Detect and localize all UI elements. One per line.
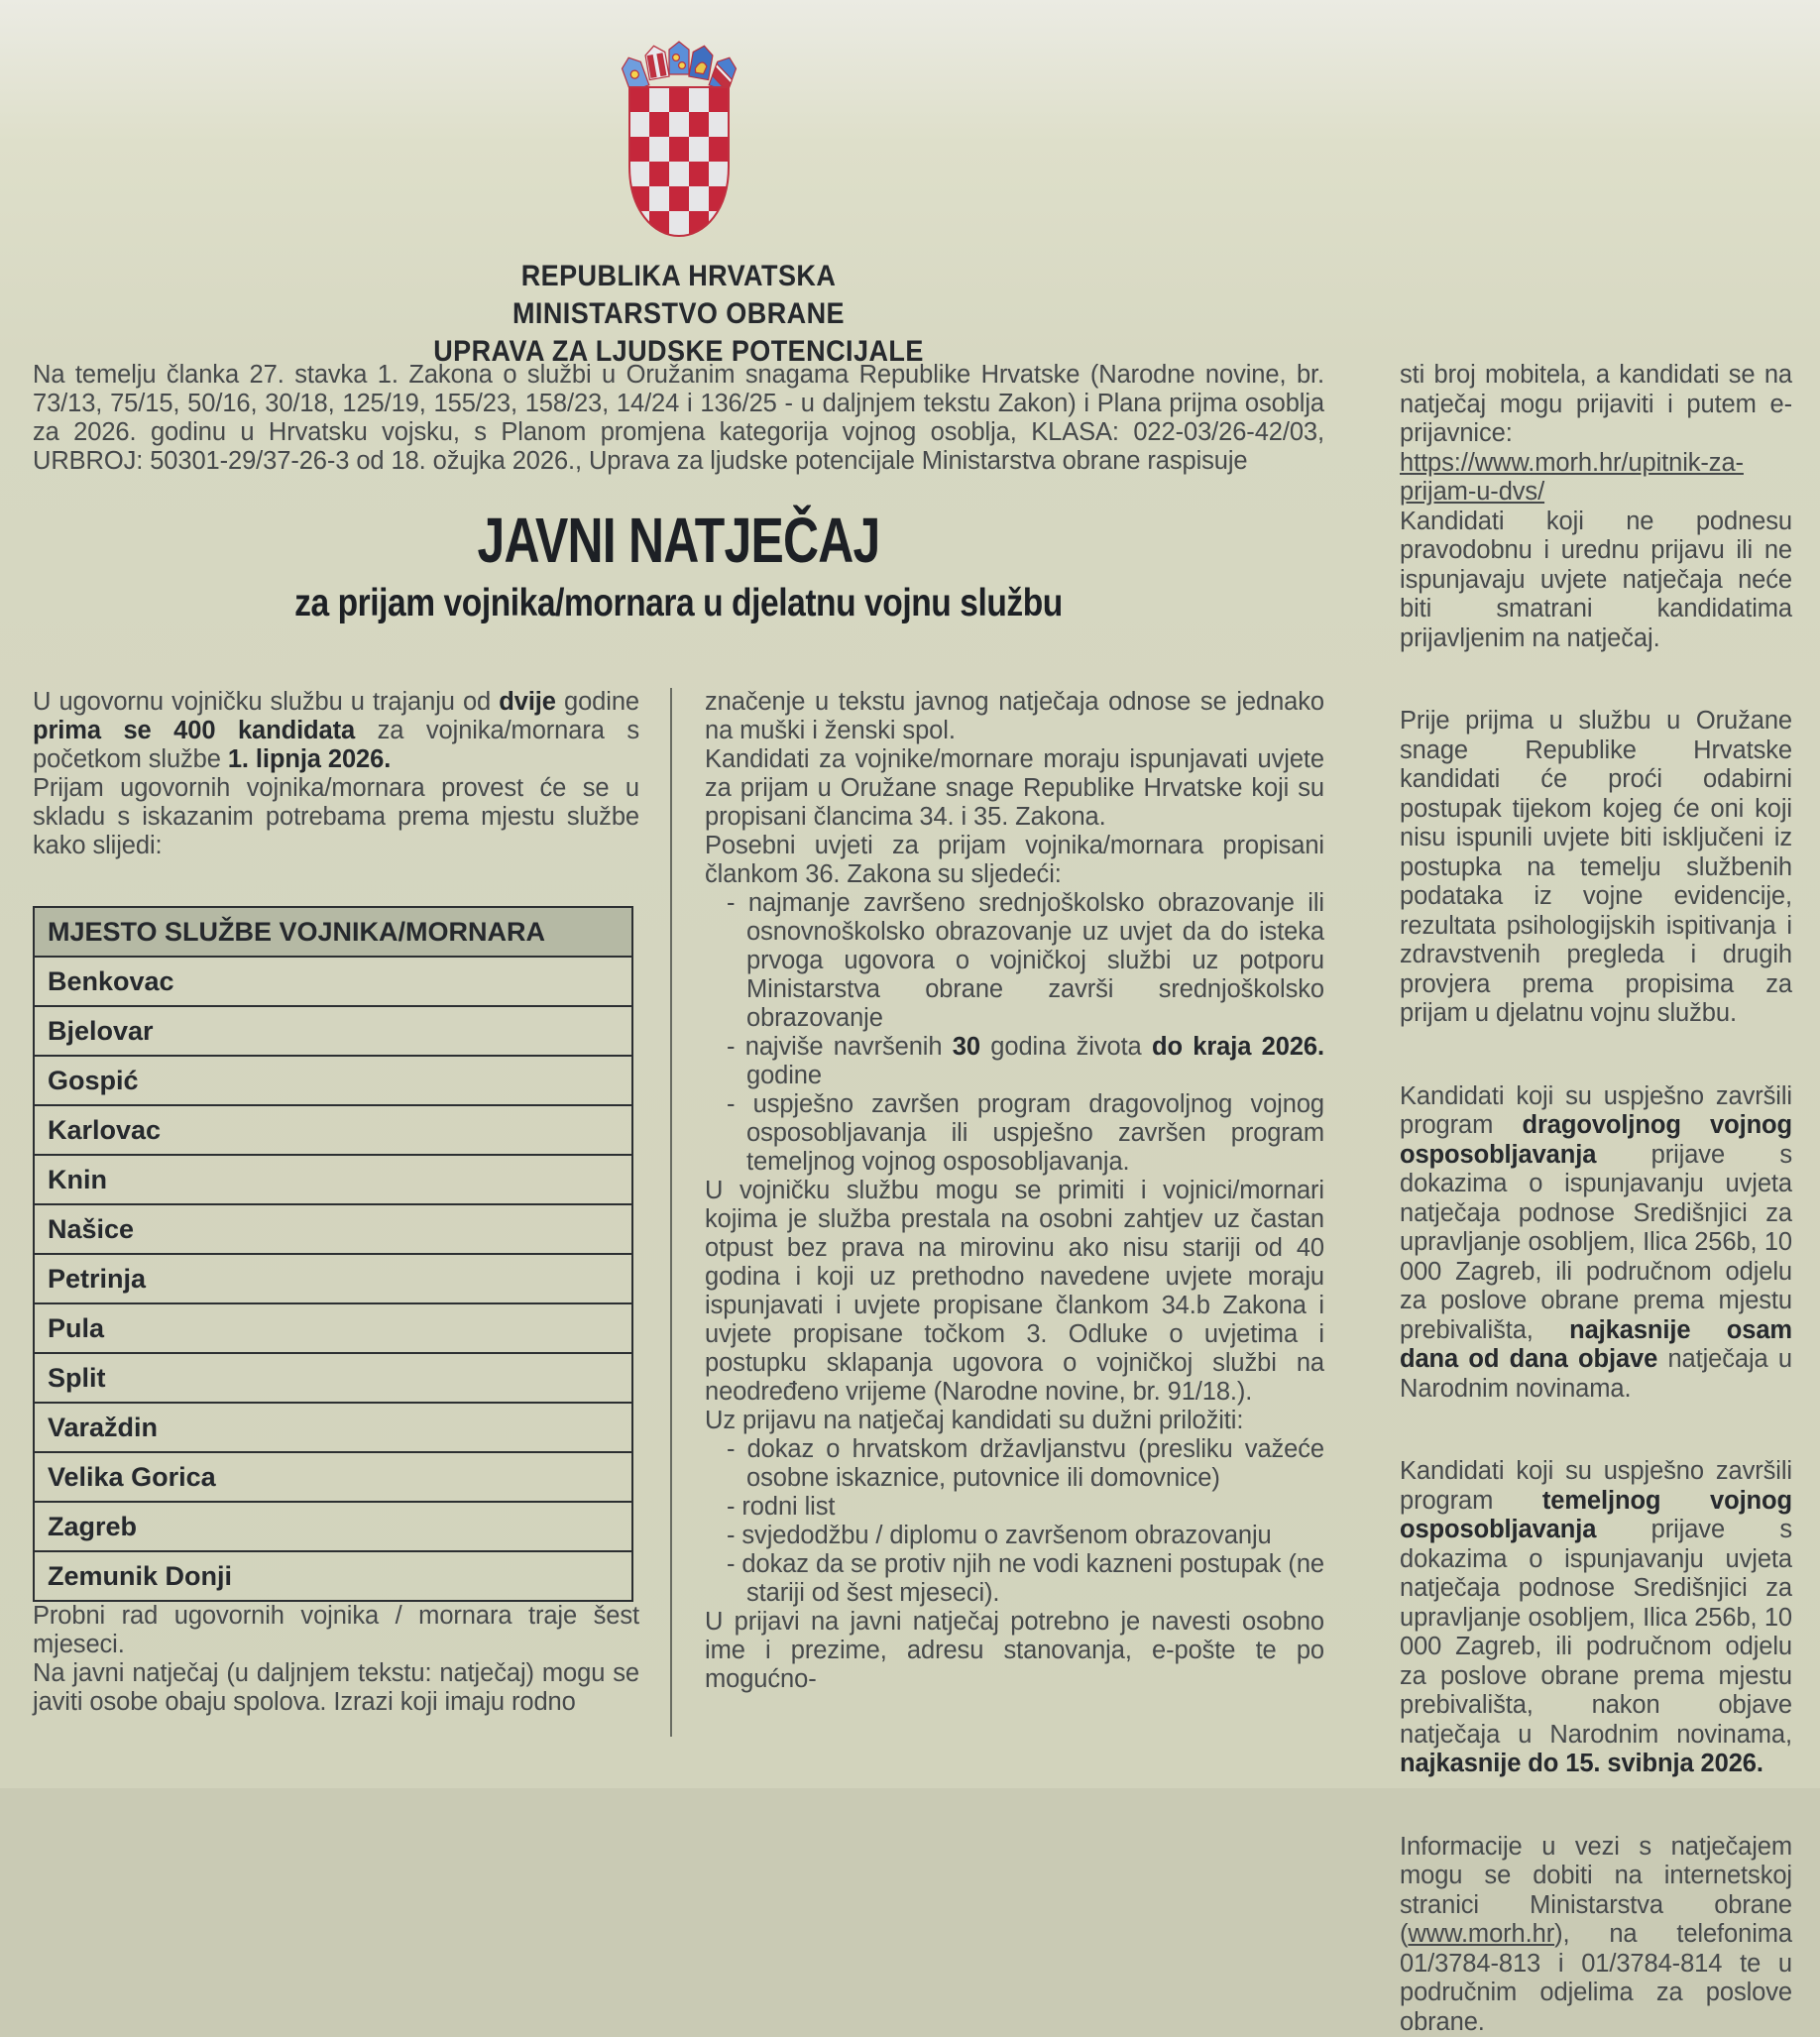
middle-column <box>705 688 1324 1694</box>
document-item: - dokaz da se protiv njih ne vodi kazneni postupak (ne stariji od šest mjeseci). <box>705 1550 1324 1608</box>
title-block <box>33 508 1324 625</box>
croatia-coat-of-arms-icon <box>622 52 737 242</box>
probation-paragraph: Probni rad ugovornih vojnika / mornara traje šest mjeseci. <box>33 1602 639 1659</box>
right-column <box>1400 361 1792 2037</box>
table-row: Gospić <box>35 1057 631 1106</box>
basic-training-paragraph: Kandidati koji su uspješno završili program temeljnog vojnog osposobljavanja prijave s dokazima o ispunjavanju uvjeta natječaja podnose Središnjici za upravljanje osobljem, Ilica 256b, 10 000 Zagreb, ili područnom odjelu za poslove obrane prema mjestu prebivališta, nakon objave natječaja u Narodnim novinama, najkasnije do 15. svibnja 2026. <box>1400 1457 1792 1779</box>
document-item: - rodni list <box>705 1493 1324 1522</box>
reentry-paragraph: U vojničku službu mogu se primiti i vojnici/mornari kojima je služba prestala na osobni zahtjev uz častan otpust bez prava na mirovinu ako nisu stariji od 40 godina i koji uz prethodno navedene uvjete moraju ispunjavati i uvjete propisane člankom 34.b Zakona i uvjete propisane točkom 3. Odluke o uvjetima i postupku sklapanja ugovora o vojničkoj službi na neodređeno vrijeme (Narodne novine, br. 91/18.). <box>705 1177 1324 1407</box>
left-column <box>33 688 639 1717</box>
service-locations-table <box>33 906 633 1602</box>
special-conditions-list <box>705 889 1324 1177</box>
gender-continuation-paragraph: značenje u tekstu javnog natječaja odnose se jednako na muški i ženski spol. <box>705 688 1324 745</box>
contact-info-paragraph: Informacije u vezi s natječajem mogu se dobiti na internetskoj stranici Ministarstva obrane (www.morh.hr), na telefonima 01/3784-813 i 01/3784-814 te u područnim odjelima za poslove obrane. <box>1400 1833 1792 2037</box>
invalid-application-paragraph: Kandidati koji ne podnesu pravodobnu i urednu prijavu ili ne ispunjavaju uvjete natječaja neće biti smatrani kandidatima prijavljenim na natječaj. <box>1400 508 1792 654</box>
table-row: Split <box>35 1354 631 1404</box>
table-row: Varaždin <box>35 1404 631 1453</box>
table-row: Zemunik Donji <box>35 1552 631 1600</box>
documents-intro: Uz prijavu na natječaj kandidati su dužni priložiti: <box>705 1407 1324 1435</box>
eapplication-paragraph: sti broj mobitela, a kandidati se na natječaj mogu prijaviti i putem e-prijavnice: https://www.morh.hr/upitnik-za-prijam-u-dvs/ <box>1400 361 1792 508</box>
intake-paragraph: U ugovornu vojničku službu u trajanju od dvije godine prima se 400 kandidata za vojnika/mornara s početkom službe 1. lipnja 2026. <box>33 688 639 774</box>
table-row: Našice <box>35 1205 631 1255</box>
page-title: JAVNI NATJEČAJ <box>174 508 1182 574</box>
intake-paragraph-2: Prijam ugovornih vojnika/mornara provest će se u skladu s iskazanim potrebama prema mjestu službe kako slijedi: <box>33 774 639 860</box>
condition-item: - uspješno završen program dragovoljnog vojnog osposobljavanja ili uspješno završen program temeljnog vojnog osposobljavanja. <box>705 1090 1324 1177</box>
table-row: Zagreb <box>35 1503 631 1552</box>
table-row: Benkovac <box>35 958 631 1007</box>
main-columns <box>33 688 1324 1737</box>
table-body <box>35 958 631 1600</box>
legal-intro-paragraph: Na temelju članka 27. stavka 1. Zakona o službi u Oružanim snagama Republike Hrvatske (Narodne novine, br. 73/13, 75/15, 50/16, 30/18, 125/19, 155/23, 158/23, 14/24 i 136/25 - u daljnjem tekstu Zakon) i Plana prijma osoblja za 2026. godinu u Hrvatsku vojsku, s Planom promjena kategorija vojnog osoblja, KLASA: 022-03/26-42/03, URBROJ: 50301-29/37-26-3 od 18. ožujka 2026., Uprava za ljudske potencijale Ministarstva obrane raspisuje <box>33 361 1324 476</box>
voluntary-training-paragraph: Kandidati koji su uspješno završili program dragovoljnog vojnog osposobljavanja prijave s dokazima o ispunjavanju uvjeta natječaja podnose Središnjici za upravljanje osobljem, Ilica 256b, 10 000 Zagreb, ili područnom odjelu za poslove obrane prema mjestu prebivališta, najkasnije osam dana od dana objave natječaja u Narodnim novinama. <box>1400 1082 1792 1405</box>
table-row: Velika Gorica <box>35 1453 631 1503</box>
government-header <box>33 52 1324 371</box>
table-row: Knin <box>35 1156 631 1205</box>
application-info-paragraph: U prijavi na javni natječaj potrebno je navesti osobno ime i prezime, adresu stanovanja, e-pošte te po mogućno- <box>705 1608 1324 1694</box>
condition-item: - najviše navršenih 30 godina života do kraja 2026. godine <box>705 1033 1324 1090</box>
directorate-line: UPRAVA ZA LJUDSKE POTENCIJALE <box>97 333 1260 371</box>
republic-line: REPUBLIKA HRVATSKA <box>97 258 1260 295</box>
document-item: - svjedodžbu / diplomu o završenom obrazovanju <box>705 1522 1324 1550</box>
general-conditions-paragraph: Kandidati za vojnike/mornare moraju ispunjavati uvjete za prijam u Oružane snage Republike Hrvatske koji su propisani člancima 34. i 35. Zakona. <box>705 745 1324 832</box>
link-url[interactable]: www.morh.hr <box>1408 1920 1554 1948</box>
condition-item: - najmanje završeno srednjoškolsko obrazovanje ili osnovnoškolsko obrazovanje uz uvjet da do isteka prvoga ugovora o vojničkoj službi uz potporu Ministarstva obrane završi srednjoškolsko obrazovanje <box>705 889 1324 1033</box>
ministry-line: MINISTARSTVO OBRANE <box>97 295 1260 333</box>
table-row: Karlovac <box>35 1106 631 1156</box>
table-row: Bjelovar <box>35 1007 631 1057</box>
table-header-cell: MJESTO SLUŽBE VOJNIKA/MORNARA <box>35 908 631 958</box>
special-conditions-intro: Posebni uvjeti za prijam vojnika/mornara propisani člankom 36. Zakona su sljedeći: <box>705 832 1324 889</box>
gender-paragraph: Na javni natječaj (u daljnjem tekstu: natječaj) mogu se javiti osobe obaju spolova. Izrazi koji imaju rodno <box>33 1659 639 1717</box>
column-divider <box>670 688 672 1737</box>
table-row: Pula <box>35 1304 631 1354</box>
selection-process-paragraph: Prije prijma u službu u Oružane snage Republike Hrvatske kandidati će proći odabirni postupak tijekom kojeg će oni koji nisu ispunili uvjete biti isključeni iz postupka na temelju službenih podataka iz vojne evidencije, rezultata psihologijskih ispitivanja i zdravstvenih pregleda i drugih provjera prema propisima za prijam u djelatnu vojnu službu. <box>1400 707 1792 1029</box>
page-subtitle: za prijam vojnika/mornara u djelatnu vojnu službu <box>123 582 1234 625</box>
table-row: Petrinja <box>35 1255 631 1304</box>
documents-list <box>705 1435 1324 1608</box>
link-url[interactable]: https://www.morh.hr/upitnik-za-prijam-u-dvs/ <box>1400 449 1744 507</box>
document-item: - dokaz o hrvatskom državljanstvu (presliku važeće osobne iskaznice, putovnice ili domovnice) <box>705 1435 1324 1493</box>
